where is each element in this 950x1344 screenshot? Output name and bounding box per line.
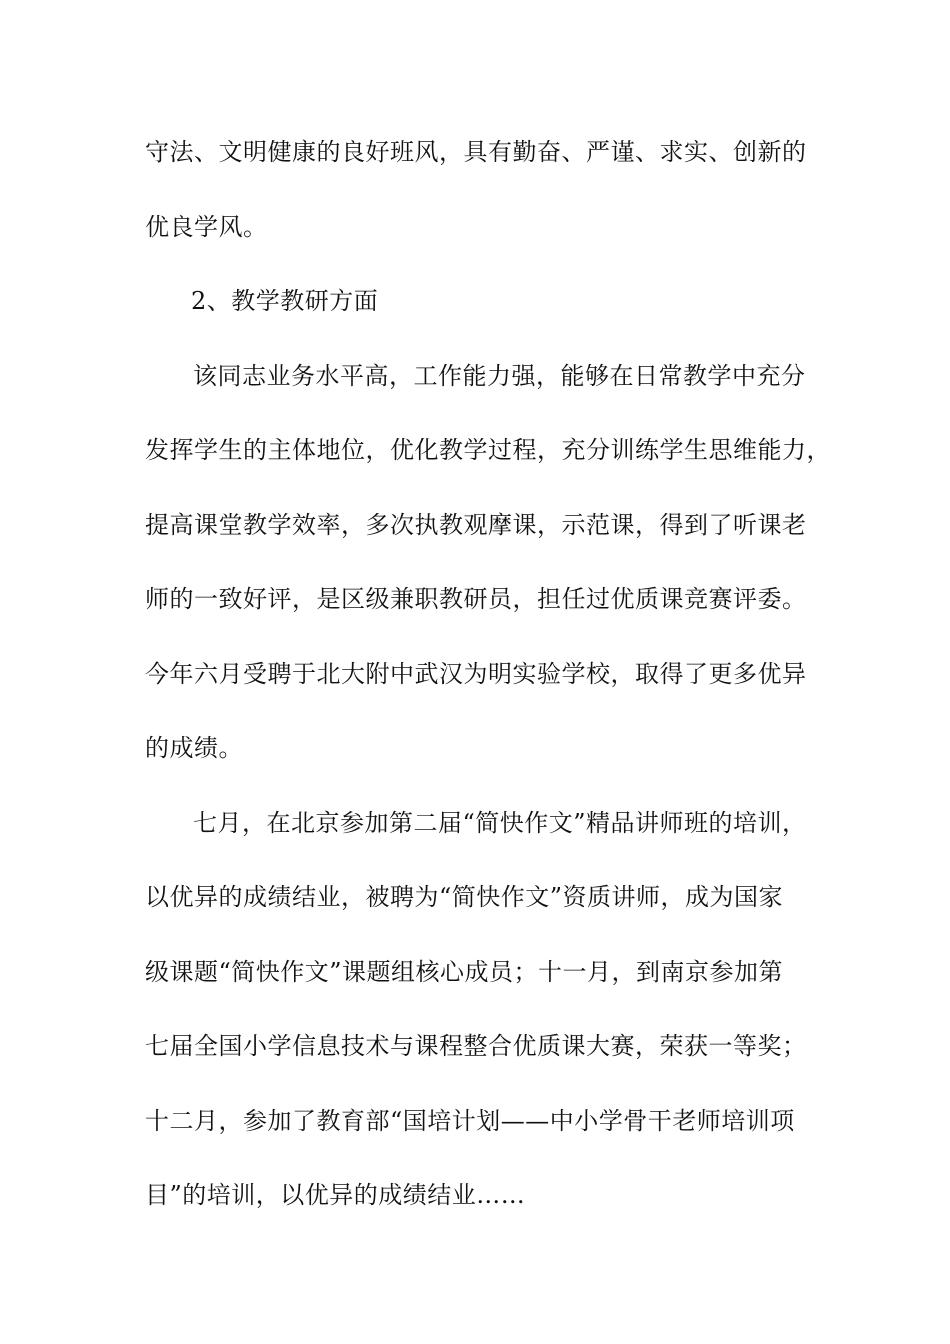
text-line: 目”的培训，以优异的成绩结业…… <box>145 1181 526 1209</box>
text-line: 发挥学生的主体地位，优化教学过程，充分训练学生思维能力， <box>145 436 831 464</box>
text-line: 级课题“简快作文”课题组核心成员；十一月，到南京参加第 <box>145 957 784 986</box>
text-line: 该同志业务水平高，工作能力强，能够在日常教学中充分 <box>193 361 806 390</box>
text-line: 优良学风。 <box>145 212 268 241</box>
text-line: 提高课堂教学效率，多次执教观摩课，示范课，得到了听课老 <box>145 510 807 539</box>
text-line: 七届全国小学信息技术与课程整合优质课大赛，荣获一等奖； <box>145 1032 807 1060</box>
text-line: 今年六月受聘于北大附中武汉为明实验学校，取得了更多优异 <box>145 659 807 688</box>
text-line: 十二月，参加了教育部“国培计划——中小学骨干老师培训项 <box>145 1106 795 1135</box>
text-line: 师的一致好评，是区级兼职教研员，担任过优质课竞赛评委。 <box>145 585 807 613</box>
text-line: 以优异的成绩结业，被聘为“简快作文”资质讲师，成为国家 <box>145 883 784 911</box>
text-line: 七月，在北京参加第二届“简快作文”精品讲师班的培训， <box>193 808 807 837</box>
document-body <box>145 130 831 1248</box>
section-heading: 2、教学教研方面 <box>191 287 379 315</box>
text-line: 守法、文明健康的良好班风，具有勤奋、严谨、求实、创新的 <box>145 138 807 166</box>
text-line: 的成绩。 <box>145 734 243 762</box>
